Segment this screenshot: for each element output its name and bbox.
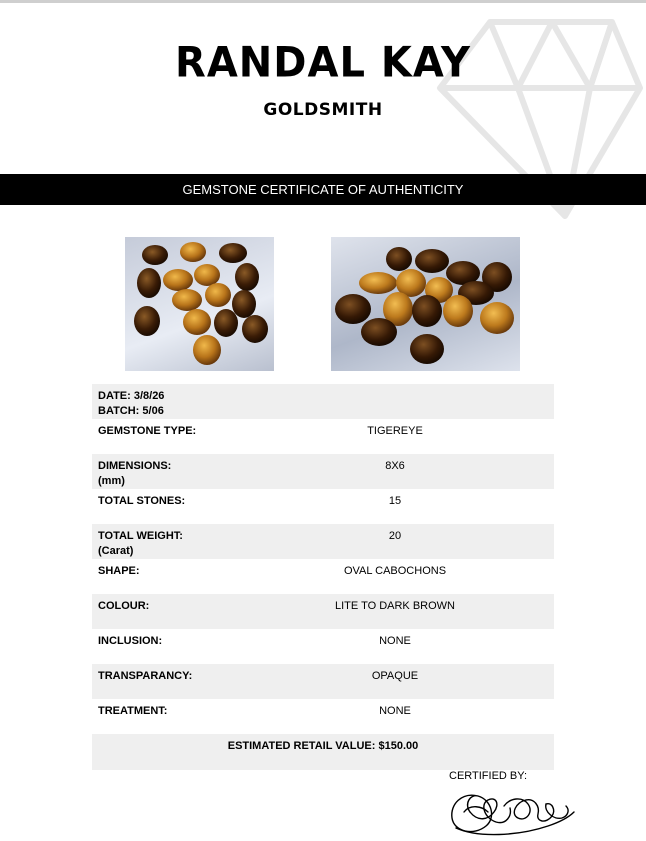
gemstone-type-label: GEMSTONE TYPE: [98, 425, 197, 437]
colour-row [92, 594, 554, 629]
dimensions-unit: (mm) [98, 475, 125, 487]
colour-label: COLOUR: [98, 600, 150, 612]
shape-row [92, 559, 554, 594]
gemstone-type-row [92, 419, 554, 454]
gemstone-details-table [92, 384, 554, 770]
estimated-value-row [92, 734, 554, 770]
tigereye-stones-right [331, 237, 520, 371]
batch-label: BATCH: 5/06 [98, 405, 164, 417]
treatment-value: NONE [379, 705, 411, 717]
tigereye-photo-left [125, 237, 274, 371]
treatment-row [92, 699, 554, 734]
dimensions-value: 8X6 [385, 460, 405, 472]
total-stones-row [92, 489, 554, 524]
inclusion-label: INCLUSION: [98, 635, 163, 647]
date-label: DATE: 3/8/26 [98, 390, 165, 402]
brand-subtitle: GOLDSMITH [263, 100, 383, 120]
gemstone-type-value: TIGEREYE [367, 425, 423, 437]
shape-value: OVAL CABOCHONS [343, 565, 447, 577]
total-stones-value: 15 [388, 495, 402, 507]
inclusion-value: NONE [379, 635, 411, 647]
inclusion-row [92, 629, 554, 664]
transparancy-value: OPAQUE [371, 670, 419, 682]
transparancy-label: TRANSPARANCY: [98, 670, 193, 682]
transparancy-row [92, 664, 554, 699]
certified-by-label: CERTIFIED BY: [449, 770, 528, 782]
total-weight-label: TOTAL WEIGHT: [98, 530, 183, 542]
shape-label: SHAPE: [98, 565, 140, 577]
tigereye-stones-left [125, 237, 274, 371]
total-weight-value: 20 [388, 530, 402, 542]
top-rule [0, 0, 646, 3]
estimated-retail-value: ESTIMATED RETAIL VALUE: $150.00 [227, 740, 419, 752]
total-weight-unit: (Carat) [98, 545, 134, 557]
tigereye-photo-right [331, 237, 520, 371]
date-batch-row [92, 384, 554, 419]
dimensions-row [92, 454, 554, 489]
total-stones-label: TOTAL STONES: [98, 495, 186, 507]
colour-value: LITE TO DARK BROWN [334, 600, 455, 612]
signature-image [448, 782, 576, 840]
treatment-label: TREATMENT: [98, 705, 168, 717]
brand-name: RANDAL KAY [175, 38, 471, 88]
total-weight-row [92, 524, 554, 559]
dimensions-label: DIMENSIONS: [98, 460, 172, 472]
certificate-title-banner: GEMSTONE CERTIFICATE OF AUTHENTICITY [0, 174, 646, 205]
